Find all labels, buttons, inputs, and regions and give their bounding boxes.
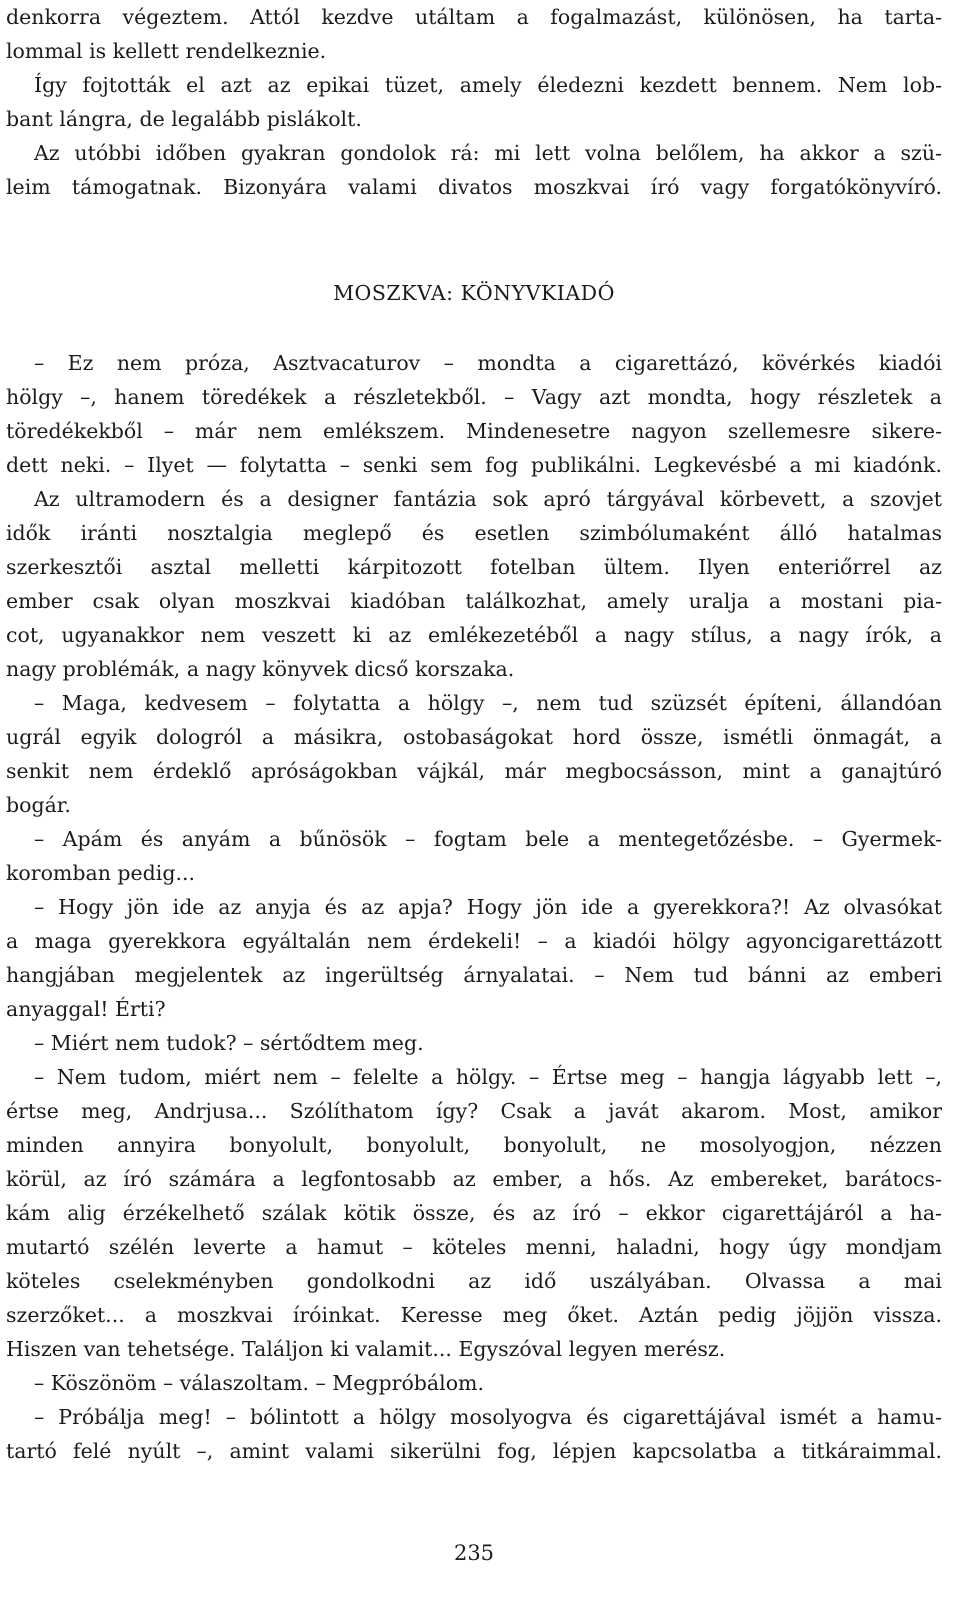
text-line: senkit nem érdeklő apróságokban vájkál, már megbocsásson, mint a ganajtúró <box>6 759 942 783</box>
text-line: dett neki. – Ilyet — folytatta – senki sem fog publikálni. Legkevésbé a mi kiadónk. <box>6 453 942 477</box>
text-line: körül, az író számára a legfontosabb az ember, a hős. Az embereket, barátocs- <box>6 1167 942 1191</box>
text-line: köteles cselekményben gondolkodni az idő uszályában. Olvassa a mai <box>6 1269 942 1293</box>
text-line: denkorra végeztem. Attól kezdve utáltam a fogalmazást, különösen, ha tarta- <box>6 5 942 29</box>
text-line: – Köszönöm – válaszoltam. – Megpróbálom. <box>34 1371 485 1395</box>
text-line: töredékekből – már nem emlékszem. Mindenesetre nagyon szellemesre sikere- <box>6 419 942 443</box>
text-line: – Ez nem próza, Asztvacaturov – mondta a cigarettázó, kövérkés kiadói <box>34 351 942 375</box>
text-line: ugrál egyik dologról a másikra, ostobaságokat hord össze, ismétli önmagát, a <box>6 725 942 749</box>
text-line: minden annyira bonyolult, bonyolult, bonyolult, ne mosolyogjon, nézzen <box>6 1133 942 1157</box>
text-line: bogár. <box>6 793 71 817</box>
text-line: mutartó szélén leverte a hamut – köteles menni, haladni, hogy úgy mondjam <box>6 1235 942 1259</box>
text-line: értse meg, Andrjusa... Szólíthatom így? Csak a javát akarom. Most, amikor <box>6 1099 942 1123</box>
text-line: Hiszen van tehetsége. Találjon ki valamit... Egyszóval legyen merész. <box>6 1337 726 1361</box>
text-line: bant lángra, de legalább pislákolt. <box>6 107 362 131</box>
text-line: – Maga, kedvesem – folytatta a hölgy –, nem tud szüzsét építeni, állandóan <box>34 691 942 715</box>
text-line: hölgy –, hanem töredékek a részletekből. – Vagy azt mondta, hogy részletek a <box>6 385 942 409</box>
text-line: nagy problémák, a nagy könyvek dicső korszaka. <box>6 657 515 681</box>
text-line: tartó felé nyúlt –, amint valami sikerülni fog, lépjen kapcsolatba a titkáraimmal. <box>6 1439 942 1463</box>
text-line: – Miért nem tudok? – sértődtem meg. <box>34 1031 424 1055</box>
text-line: Így fojtották el azt az epikai tüzet, amely éledezni kezdett bennem. Nem lob- <box>34 73 942 97</box>
text-line: szerkesztői asztal melletti kárpitozott fotelban ültem. Ilyen enteriőrrel az <box>6 555 942 579</box>
text-line: ember csak olyan moszkvai kiadóban találkozhat, amely uralja a mostani pia- <box>6 589 942 613</box>
text-line: szerzőket... a moszkvai íróinkat. Keresse meg őket. Aztán pedig jöjjön vissza. <box>6 1303 942 1327</box>
section-heading: MOSZKVA: KÖNYVKIADÓ <box>333 281 615 305</box>
text-line: koromban pedig... <box>6 861 196 885</box>
text-line: idők iránti nosztalgia meglepő és esetlen szimbólumaként álló hatalmas <box>6 521 942 545</box>
text-line: a maga gyerekkora egyáltalán nem érdekeli! – a kiadói hölgy agyoncigarettázott <box>6 929 942 953</box>
text-line: – Próbálja meg! – bólintott a hölgy mosolyogva és cigarettájával ismét a hamu- <box>34 1405 942 1429</box>
text-line: leim támogatnak. Bizonyára valami divatos moszkvai író vagy forgatókönyvíró. <box>6 175 942 199</box>
text-line: kám alig érzékelhető szálak kötik össze, és az író – ekkor cigarettájáról a ha- <box>6 1201 942 1225</box>
text-line: Az ultramodern és a designer fantázia sok apró tárgyával körbevett, a szovjet <box>34 487 942 511</box>
text-line: Az utóbbi időben gyakran gondolok rá: mi lett volna belőlem, ha akkor a szü- <box>34 141 942 165</box>
text-line: – Nem tudom, miért nem – felelte a hölgy. – Értse meg – hangja lágyabb lett –, <box>34 1065 942 1089</box>
page-number: 235 <box>453 1541 495 1565</box>
text-line: – Apám és anyám a bűnösök – fogtam bele a mentegetőzésbe. – Gyermek- <box>34 827 942 851</box>
text-line: hangjában megjelentek az ingerültség árnyalatai. – Nem tud bánni az emberi <box>6 963 942 987</box>
text-line: anyaggal! Érti? <box>6 997 166 1021</box>
text-line: lommal is kellett rendelkeznie. <box>6 39 327 63</box>
text-line: – Hogy jön ide az anyja és az apja? Hogy jön ide a gyerekkora?! Az olvasókat <box>34 895 942 919</box>
text-line: cot, ugyanakkor nem veszett ki az emlékezetéből a nagy stílus, a nagy írók, a <box>6 623 942 647</box>
